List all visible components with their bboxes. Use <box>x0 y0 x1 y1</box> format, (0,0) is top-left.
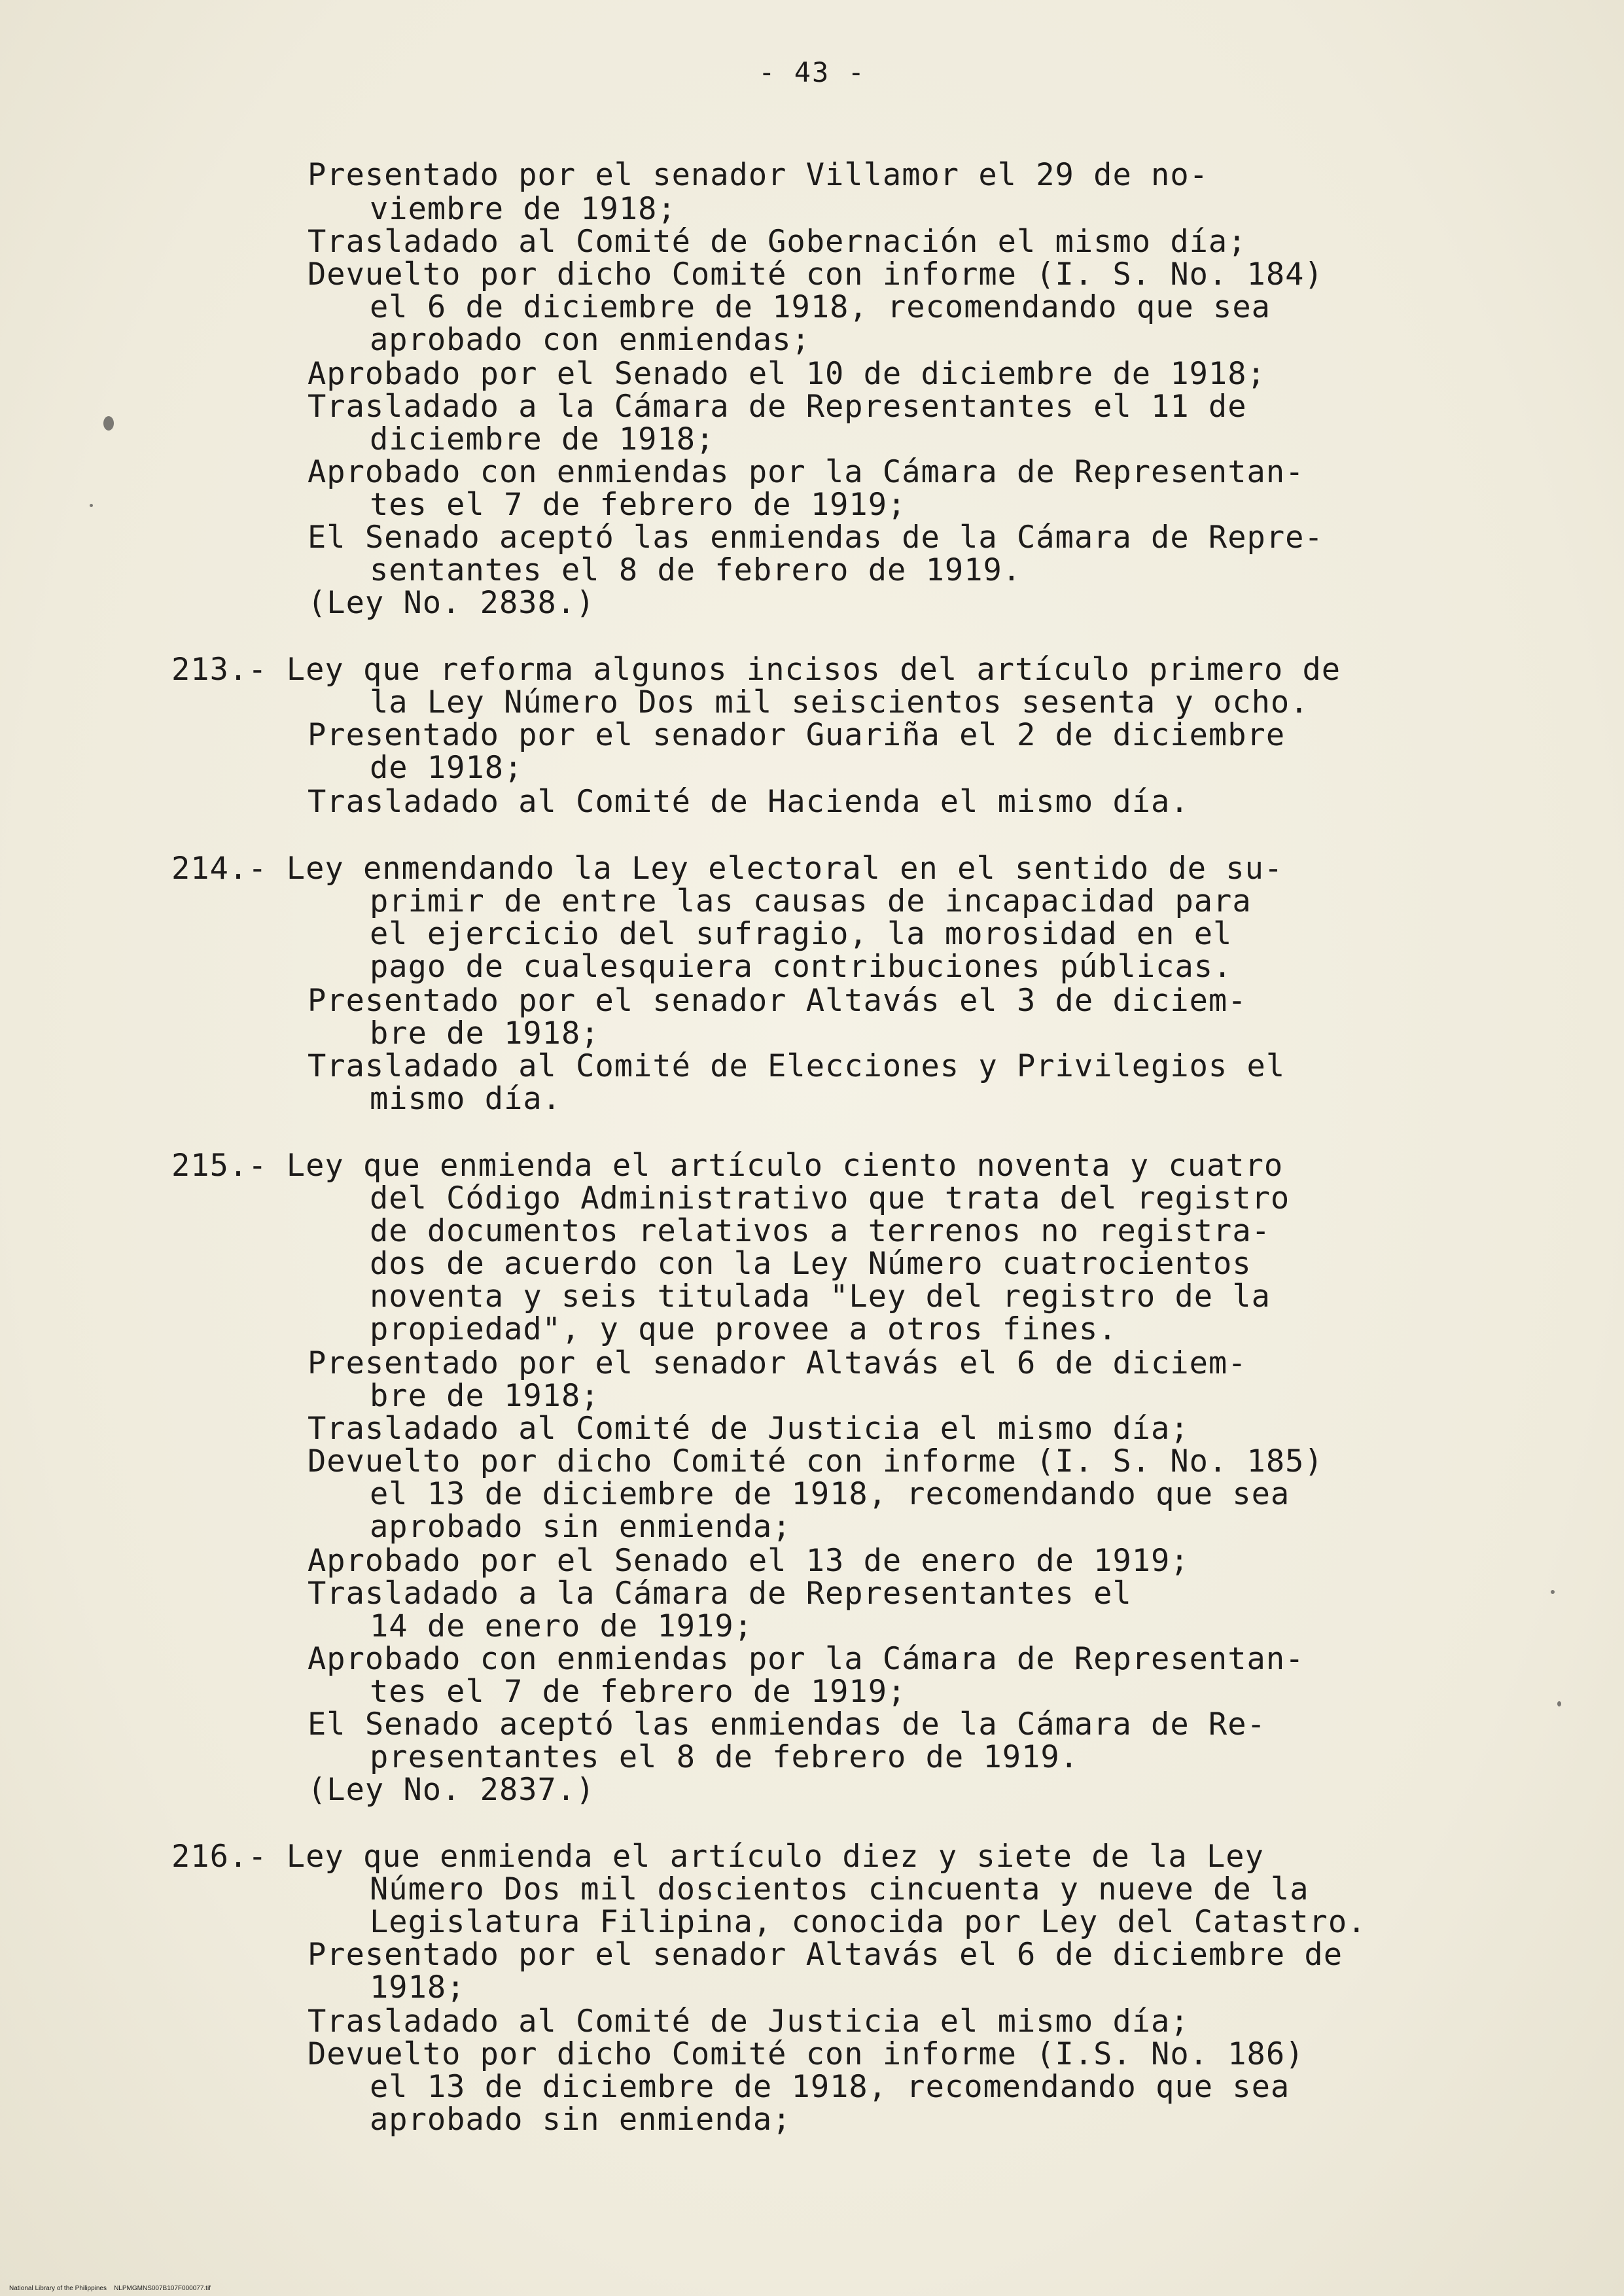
text-line: presentantes el 8 de febrero de 1919. <box>370 1739 1079 1775</box>
text-line: Trasladado al Comité de Hacienda el mismo día. <box>308 784 1190 820</box>
text-line: Aprobado por el Senado el 13 de enero de 1919; <box>308 1543 1190 1579</box>
text-line: 1918; <box>370 1969 466 2005</box>
text-line: Trasladado a la Cámara de Representantes el 11 de <box>308 389 1247 425</box>
text-line: El Senado aceptó las enmiendas de la Cámara de Re- <box>308 1706 1266 1742</box>
text-line: Legislatura Filipina, conocida por Ley del Catastro. <box>370 1904 1367 1940</box>
text-line: propiedad", y que provee a otros fines. <box>370 1311 1118 1347</box>
text-line: Presentado por el senador Altavás el 3 de diciem- <box>308 983 1247 1019</box>
paper-speck <box>1551 1590 1555 1594</box>
text-line: Presentado por el senador Altavás el 6 de diciembre de <box>308 1937 1343 1973</box>
text-line: Presentado por el senador Guariña el 2 de diciembre <box>308 717 1286 753</box>
text-line: bre de 1918; <box>370 1378 600 1414</box>
text-line: 14 de enero de 1919; <box>370 1608 753 1644</box>
text-line: 213.- Ley que reforma algunos incisos del artículo primero de <box>171 652 1341 688</box>
text-line: el 13 de diciembre de 1918, recomendando que sea <box>370 2069 1290 2105</box>
text-line: Aprobado con enmiendas por la Cámara de Representan- <box>308 1641 1305 1677</box>
text-line: Trasladado a la Cámara de Representantes el <box>308 1576 1132 1612</box>
text-line: (Ley No. 2838.) <box>308 585 595 621</box>
text-line: noventa y seis titulada "Ley del registro de la <box>370 1279 1271 1315</box>
text-line: Aprobado con enmiendas por la Cámara de Representan- <box>308 454 1305 490</box>
text-line: 215.- Ley que enmienda el artículo ciento noventa y cuatro <box>171 1148 1284 1184</box>
text-line: pago de cualesquiera contribuciones públicas. <box>370 949 1233 985</box>
text-line: de documentos relativos a terrenos no registra- <box>370 1213 1271 1249</box>
text-line: aprobado con enmiendas; <box>370 322 811 358</box>
text-line: aprobado sin enmienda; <box>370 2102 792 2138</box>
text-line: el 13 de diciembre de 1918, recomendando que sea <box>370 1476 1290 1512</box>
text-line: aprobado sin enmienda; <box>370 1509 792 1545</box>
text-line: 216.- Ley que enmienda el artículo diez y siete de la Ley <box>171 1839 1264 1875</box>
text-line: 214.- Ley enmendando la Ley electoral en el sentido de su- <box>171 851 1284 887</box>
text-line: El Senado aceptó las enmiendas de la Cámara de Repre- <box>308 520 1324 556</box>
text-line: la Ley Número Dos mil seiscientos sesenta y ocho. <box>370 684 1309 720</box>
text-line: del Código Administrativo que trata del registro <box>370 1180 1290 1216</box>
text-line: mismo día. <box>370 1081 561 1117</box>
text-line: el ejercicio del sufragio, la morosidad en el <box>370 916 1233 952</box>
text-line: primir de entre las causas de incapacidad para <box>370 883 1252 919</box>
text-line: (Ley No. 2837.) <box>308 1772 595 1808</box>
text-line: Devuelto por dicho Comité con informe (I. S. No. 185) <box>308 1443 1324 1479</box>
text-line: de 1918; <box>370 750 523 786</box>
footer-caption: National Library of the Philippines NLPMGMNS007B107F000077.tif <box>9 2285 211 2292</box>
page-number: - 43 - <box>758 56 866 88</box>
text-line: viembre de 1918; <box>370 191 677 227</box>
paper-speck <box>1557 1701 1561 1706</box>
text-line: Trasladado al Comité de Justicia el mismo día; <box>308 2004 1190 2040</box>
text-line: sentantes el 8 de febrero de 1919. <box>370 552 1022 588</box>
text-line: Trasladado al Comité de Gobernación el mismo día; <box>308 224 1247 260</box>
text-line: Presentado por el senador Altavás el 6 de diciem- <box>308 1345 1247 1381</box>
text-line: Trasladado al Comité de Elecciones y Privilegios el <box>308 1048 1286 1084</box>
text-line: diciembre de 1918; <box>370 421 715 457</box>
text-line: Devuelto por dicho Comité con informe (I.S. No. 186) <box>308 2036 1305 2072</box>
text-line: Presentado por el senador Villamor el 29 de no- <box>308 157 1209 193</box>
text-line: Devuelto por dicho Comité con informe (I. S. No. 184) <box>308 256 1324 292</box>
text-line: Trasladado al Comité de Justicia el mismo día; <box>308 1411 1190 1447</box>
text-line: Número Dos mil doscientos cincuenta y nueve de la <box>370 1871 1309 1907</box>
text-line: el 6 de diciembre de 1918, recomendando que sea <box>370 289 1271 325</box>
text-line: tes el 7 de febrero de 1919; <box>370 487 907 523</box>
text-line: Aprobado por el Senado el 10 de diciembre de 1918; <box>308 356 1266 392</box>
paper-speck <box>103 416 114 431</box>
paper-speck <box>90 504 93 507</box>
text-line: bre de 1918; <box>370 1016 600 1051</box>
text-line: tes el 7 de febrero de 1919; <box>370 1674 907 1710</box>
text-line: dos de acuerdo con la Ley Número cuatrocientos <box>370 1246 1252 1282</box>
